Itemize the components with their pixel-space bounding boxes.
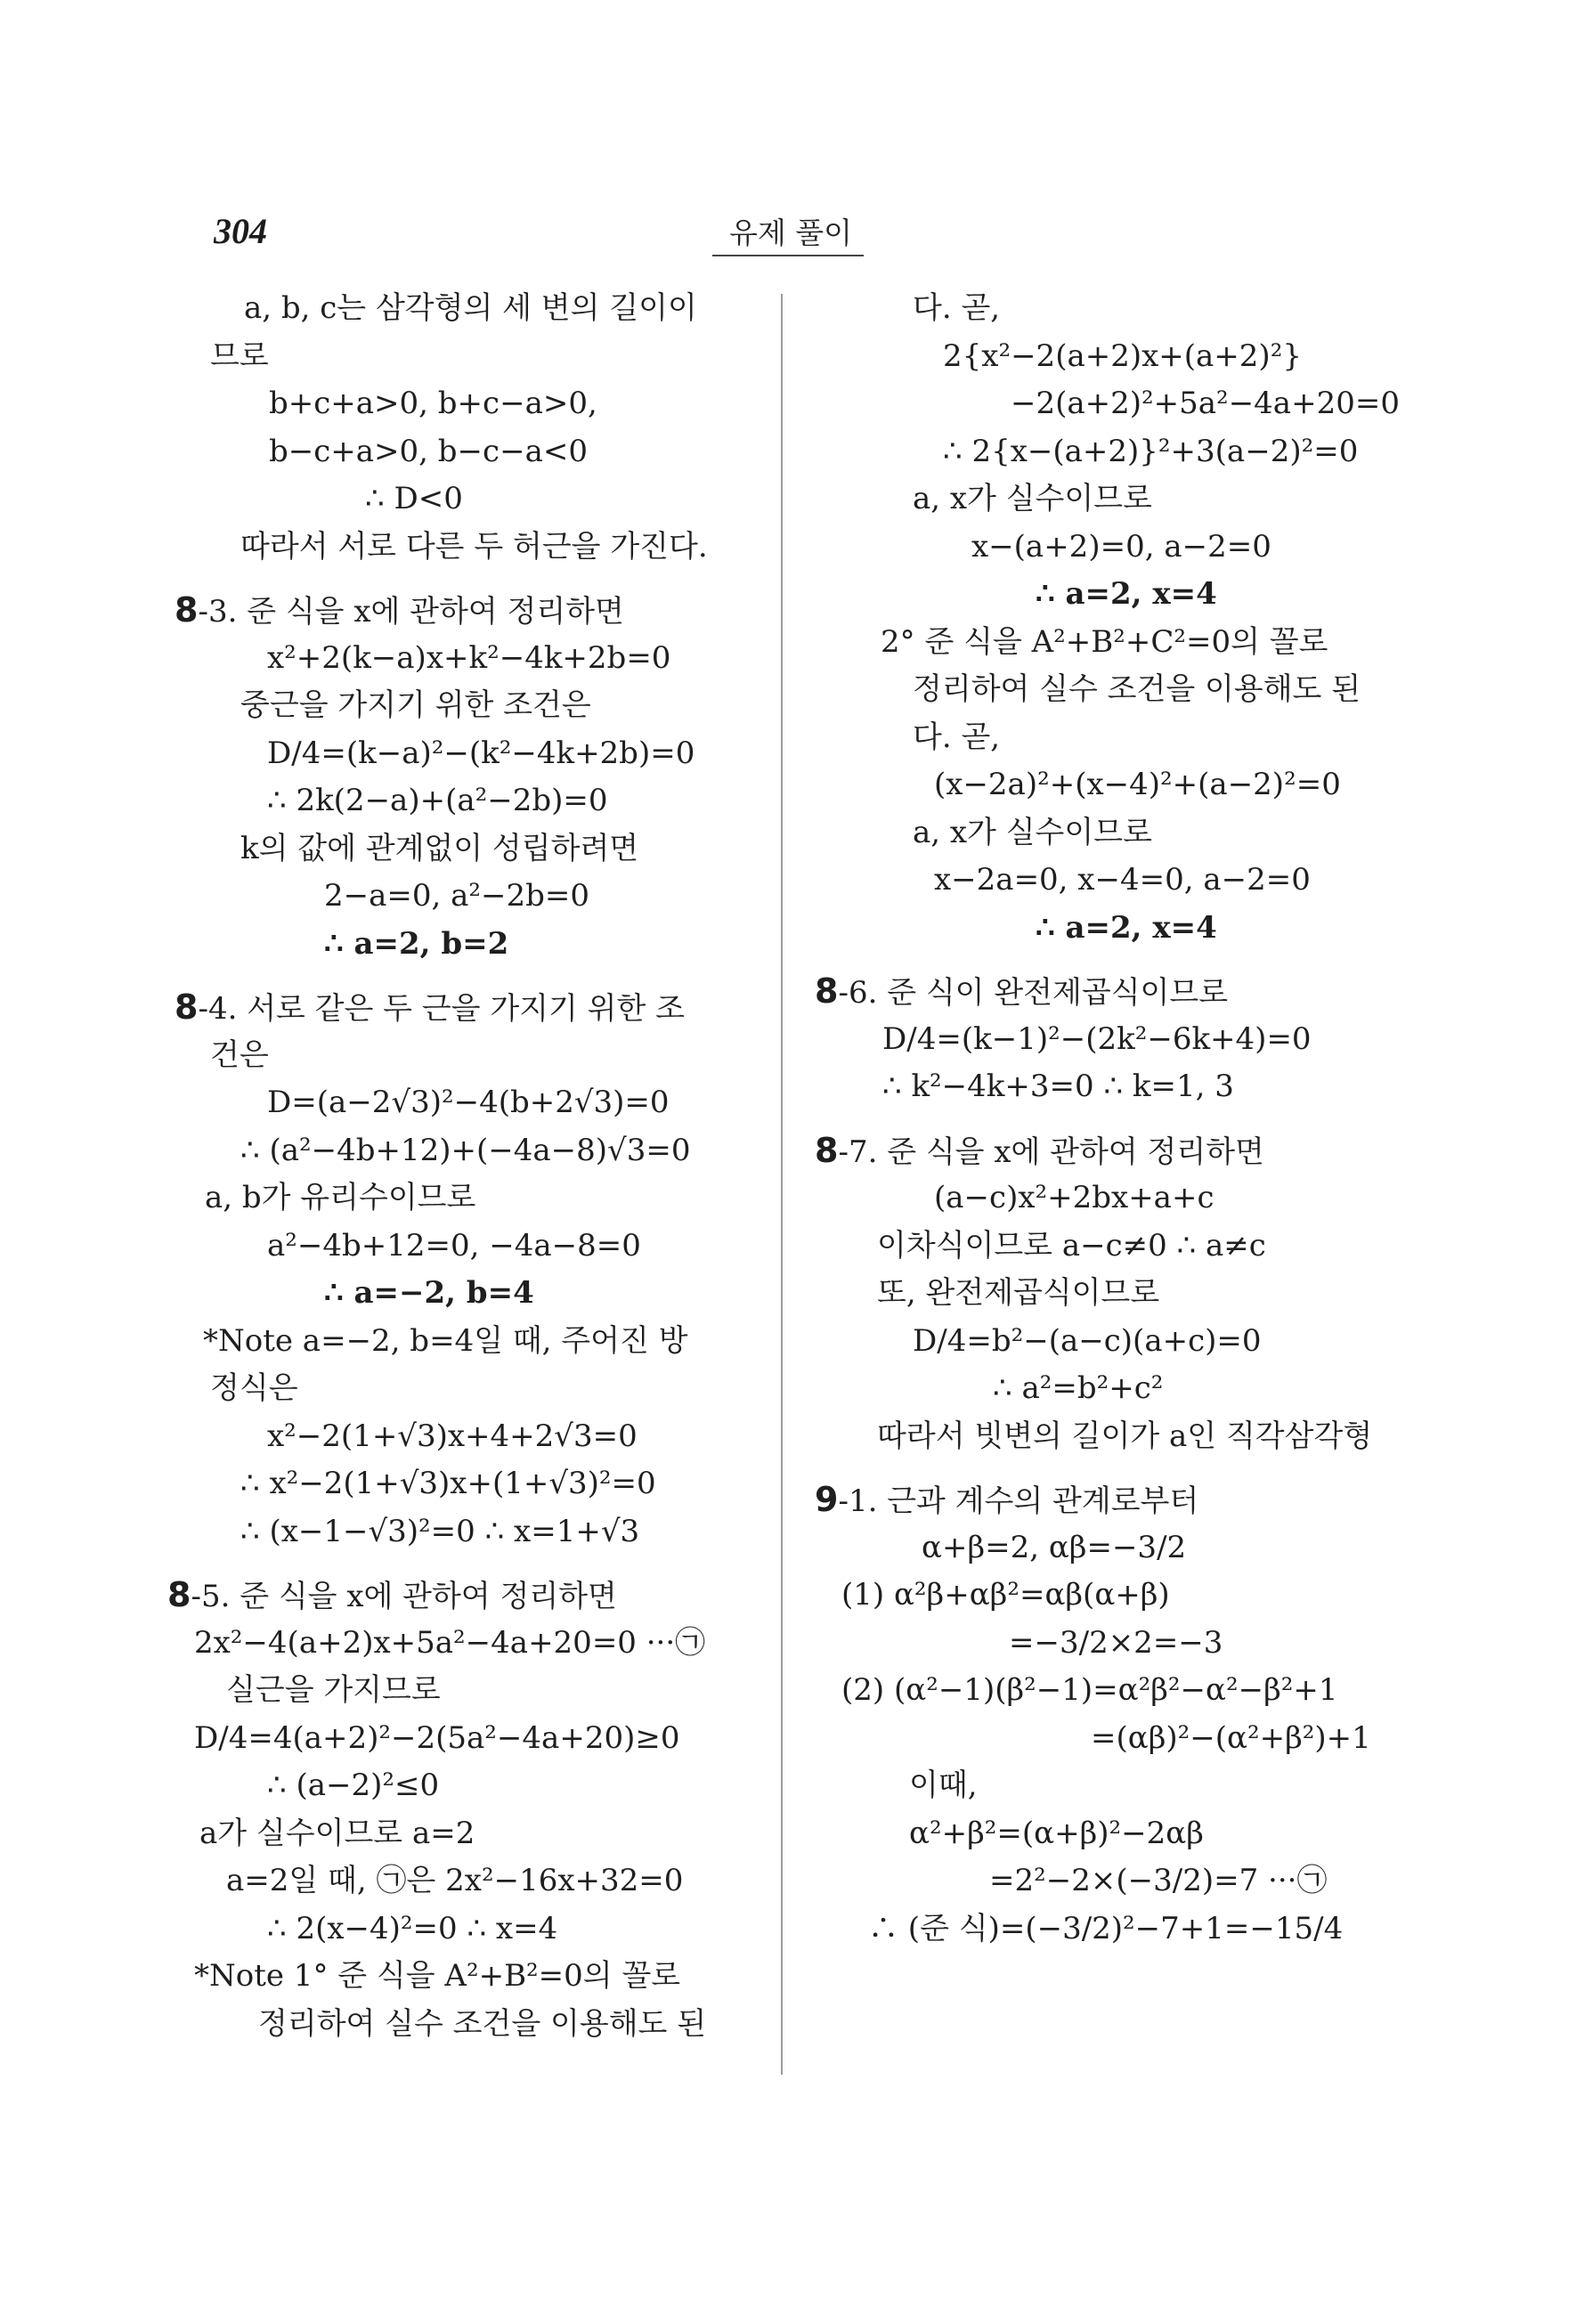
line-text: a가 실수이므로 a=2: [199, 1815, 475, 1851]
text-line: [815, 1810, 1420, 1858]
line-text: 정식은: [210, 1370, 298, 1406]
section-gap: [167, 571, 755, 587]
line-text: *Note 1° 준 식을 A²+B²=0의 꼴로: [194, 1958, 681, 1994]
text-line: [167, 1460, 755, 1508]
problem-number: 9: [815, 1480, 839, 1519]
text-line: [815, 968, 1420, 1016]
line-text: (2) (α²−1)(β²−1)=α²β²−α²−β²+1: [841, 1672, 1338, 1708]
text-line: [815, 619, 1420, 667]
line-text: k의 값에 관계없이 성립하려면: [240, 830, 639, 866]
line-text: D/4=4(a+2)²−2(5a²−4a+20)≥0: [194, 1719, 680, 1756]
line-text: (1) α²β+αβ²=αβ(α+β): [841, 1577, 1170, 1613]
text-line: [167, 333, 755, 381]
text-line: [167, 1508, 755, 1556]
line-text: ∴ a=2, x=4: [1036, 576, 1217, 612]
text-line: [167, 587, 755, 635]
line-text: ∴ (x−1−√3)²=0 ∴ x=1+√3: [240, 1513, 640, 1549]
line-text: ∴ a=2, b=2: [324, 925, 509, 962]
line-text: a, x가 실수이므로: [913, 481, 1152, 516]
line-text: -5. 준 식을 x에 관하여 정리하면: [191, 1579, 617, 1614]
text-line: [167, 921, 755, 969]
text-line: [167, 1667, 755, 1715]
line-text: 건은: [210, 1036, 269, 1073]
line-text: 이차식이므로 a−c≠0 ∴ a≠c: [877, 1227, 1266, 1264]
text-line: [167, 1223, 755, 1271]
line-text: a, b, c는 삼각형의 세 변의 길이이: [244, 290, 697, 326]
line-text: α+β=2, αβ=−3/2: [922, 1529, 1187, 1565]
line-text: ∴ a=−2, b=4: [324, 1275, 534, 1311]
text-line: [167, 1857, 755, 1906]
text-line: [815, 1127, 1420, 1175]
text-line: [815, 1318, 1420, 1366]
line-text: a, x가 실수이므로: [913, 814, 1152, 850]
text-line: [815, 1270, 1420, 1318]
text-line: [815, 1413, 1420, 1461]
line-text: 따라서 서로 다른 두 허근을 가진다.: [240, 528, 708, 565]
line-text: -6. 준 식이 완전제곱식이므로: [838, 975, 1229, 1011]
text-line: [167, 873, 755, 921]
text-line: [815, 1365, 1420, 1413]
line-text: 다. 곧,: [913, 290, 1001, 326]
text-line: [167, 1079, 755, 1127]
section-gap: [167, 968, 755, 984]
text-line: [815, 857, 1420, 905]
line-text: x−2a=0, x−4=0, a−2=0: [934, 862, 1311, 898]
text-line: [815, 666, 1420, 714]
text-line: [167, 1174, 755, 1223]
line-text: -3. 준 식을 x에 관하여 정리하면: [198, 594, 624, 630]
right-column: [815, 285, 1420, 1953]
text-line: [815, 1174, 1420, 1223]
title-underline: [712, 255, 864, 256]
line-text: ∴ (a−2)²≤0: [267, 1767, 440, 1803]
line-text: -7. 준 식을 x에 관하여 정리하면: [838, 1134, 1264, 1170]
text-line: [815, 428, 1420, 476]
page-number: 304: [214, 211, 267, 251]
text-line: [167, 1762, 755, 1810]
line-text: α²+β²=(α+β)²−2αβ: [909, 1815, 1204, 1851]
text-line: [815, 1715, 1420, 1763]
column-divider: [781, 294, 783, 2075]
problem-number: 8: [175, 987, 199, 1027]
text-line: [815, 714, 1420, 762]
line-text: 2−a=0, a²−2b=0: [324, 878, 590, 914]
line-text: ∴ (준 식)=(−3/2)²−7+1=−15/4: [868, 1910, 1344, 1946]
line-text: *Note a=−2, b=4일 때, 주어진 방: [203, 1322, 688, 1359]
line-text: (x−2a)²+(x−4)²+(a−2)²=0: [934, 767, 1341, 802]
text-line: [167, 1953, 755, 2001]
text-line: [815, 1063, 1420, 1111]
text-line: [167, 984, 755, 1032]
text-line: [167, 1810, 755, 1858]
text-line: [815, 1476, 1420, 1524]
text-line: [167, 1127, 755, 1175]
text-line: [167, 285, 755, 333]
line-text: =−3/2×2=−3: [1009, 1624, 1223, 1661]
text-line: [815, 905, 1420, 953]
line-text: a=2일 때, ㉠은 2x²−16x+32=0: [226, 1863, 684, 1898]
text-line: [815, 1572, 1420, 1620]
section-gap: [815, 1460, 1420, 1476]
section-gap: [167, 1556, 755, 1572]
line-text: ∴ 2{x−(a+2)}²+3(a−2)²=0: [943, 433, 1359, 469]
text-line: [815, 809, 1420, 857]
line-text: 2° 준 식을 A²+B²+C²=0의 꼴로: [881, 623, 1328, 660]
line-text: a, b가 유리수이므로: [205, 1180, 476, 1215]
problem-number: 8: [815, 1130, 839, 1170]
line-text: 이때,: [909, 1767, 978, 1803]
text-line: [167, 1032, 755, 1080]
line-text: b+c+a>0, b+c−a>0,: [269, 386, 597, 421]
line-text: D/4=(k−1)²−(2k²−6k+4)=0: [882, 1020, 1312, 1057]
line-text: ∴ D<0: [365, 481, 463, 516]
text-line: [167, 825, 755, 874]
line-text: 또, 완전제곱식이므로: [877, 1275, 1160, 1311]
line-text: ∴ a²=b²+c²: [993, 1370, 1164, 1406]
text-line: [815, 571, 1420, 619]
text-line: [167, 428, 755, 476]
line-text: ∴ (a²−4b+12)+(−4a−8)√3=0: [240, 1132, 691, 1168]
text-line: [167, 475, 755, 524]
text-line: [167, 1270, 755, 1318]
text-line: [815, 1016, 1420, 1064]
line-text: =2²−2×(−3/2)=7 ···㉠: [989, 1863, 1328, 1898]
line-text: D/4=b²−(a−c)(a+c)=0: [913, 1322, 1262, 1359]
line-text: 정리하여 실수 조건을 이용해도 된: [258, 2005, 707, 2042]
line-text: 따라서 빗변의 길이가 a인 직각삼각형: [877, 1418, 1373, 1454]
text-line: [815, 1857, 1420, 1906]
text-line: [815, 1762, 1420, 1810]
text-line: [815, 380, 1420, 428]
line-text: ∴ 2k(2−a)+(a²−2b)=0: [267, 783, 608, 818]
text-line: [815, 761, 1420, 809]
text-line: [167, 380, 755, 428]
section-gap: [815, 1111, 1420, 1127]
text-line: [815, 1223, 1420, 1271]
text-line: [167, 1318, 755, 1366]
text-line: [167, 1620, 755, 1668]
line-text: D=(a−2√3)²−4(b+2√3)=0: [267, 1085, 670, 1120]
text-line: [815, 1524, 1420, 1572]
line-text: a²−4b+12=0, −4a−8=0: [267, 1227, 641, 1264]
text-line: [167, 1572, 755, 1620]
problem-number: 8: [167, 1575, 191, 1614]
line-text: -4. 서로 같은 두 근을 가지기 위한 조: [198, 991, 686, 1027]
line-text: ∴ x²−2(1+√3)x+(1+√3)²=0: [240, 1466, 656, 1501]
line-text: ∴ a=2, x=4: [1036, 909, 1217, 946]
problem-number: 8: [175, 590, 199, 630]
line-text: 2{x²−2(a+2)x+(a+2)²}: [943, 337, 1302, 374]
line-text: D/4=(k−a)²−(k²−4k+2b)=0: [267, 735, 695, 771]
line-text: ∴ 2(x−4)²=0 ∴ x=4: [267, 1910, 558, 1946]
text-line: [815, 285, 1420, 333]
page-title: 유제 풀이: [728, 215, 852, 250]
line-text: ∴ k²−4k+3=0 ∴ k=1, 3: [882, 1069, 1234, 1104]
text-line: [167, 682, 755, 730]
left-column: [167, 285, 755, 2048]
text-line: [167, 1413, 755, 1461]
line-text: x²+2(k−a)x+k²−4k+2b=0: [267, 639, 671, 676]
text-line: [815, 1667, 1420, 1715]
text-line: [167, 730, 755, 778]
line-text: b−c+a>0, b−c−a<0: [269, 433, 588, 469]
text-line: [167, 1715, 755, 1763]
line-text: 다. 곧,: [913, 719, 1001, 755]
text-line: [815, 333, 1420, 381]
line-text: =(αβ)²−(α²+β²)+1: [1091, 1719, 1371, 1756]
section-gap: [815, 952, 1420, 968]
line-text: 중근을 가지기 위한 조건은: [240, 687, 591, 723]
text-line: [167, 1365, 755, 1413]
text-line: [167, 635, 755, 683]
text-line: [815, 475, 1420, 524]
line-text: -1. 근과 계수의 관계로부터: [838, 1483, 1199, 1519]
text-line: [815, 1620, 1420, 1668]
line-text: −2(a+2)²+5a²−4a+20=0: [1011, 386, 1400, 421]
line-text: (a−c)x²+2bx+a+c: [934, 1180, 1214, 1215]
line-text: 정리하여 실수 조건을 이용해도 된: [913, 671, 1361, 707]
text-line: [167, 777, 755, 825]
text-line: [815, 524, 1420, 572]
line-text: x−(a+2)=0, a−2=0: [971, 528, 1271, 565]
line-text: 2x²−4(a+2)x+5a²−4a+20=0 ···㉠: [194, 1624, 706, 1661]
problem-number: 8: [815, 971, 839, 1011]
text-line: [167, 524, 755, 572]
text-line: [167, 2001, 755, 2049]
line-text: 므로: [210, 337, 269, 374]
text-line: [167, 1906, 755, 1954]
text-line: [815, 1906, 1420, 1954]
line-text: 실근을 가지므로: [226, 1672, 441, 1708]
line-text: x²−2(1+√3)x+4+2√3=0: [267, 1418, 638, 1454]
